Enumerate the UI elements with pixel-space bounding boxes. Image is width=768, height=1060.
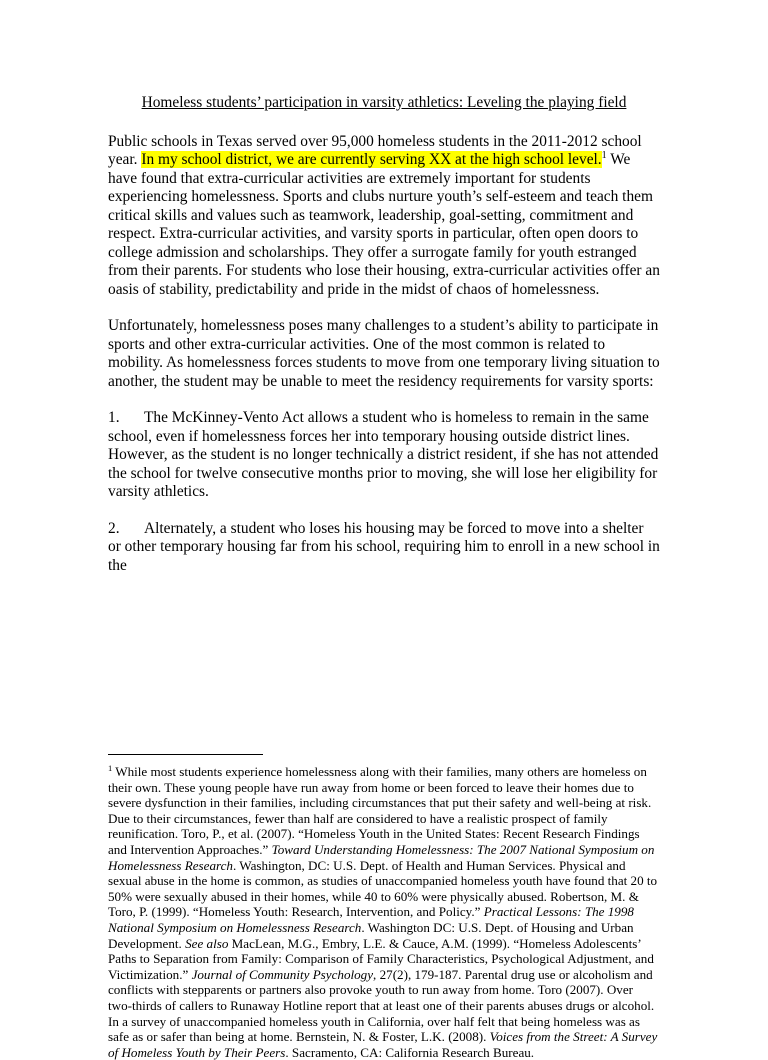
footnote-text-6: . Sacramento, CA: California Research Bureau. <box>285 1044 535 1060</box>
list-item-1-text: The McKinney-Vento Act allows a student who is homeless to remain in the same school, even if homelessness forces her into temporary housing outside district lines. However, as the student is no longer technically a district resident, if she has not attended the school for twelve consecutive months prior to moving, she will lose her eligibility for varsity athletics. <box>108 409 659 500</box>
highlighted-sentence: In my school district, we are currently serving XX at the high school level. <box>141 151 602 168</box>
list-item-2-number: 2. <box>108 519 120 537</box>
document-body <box>108 94 660 593</box>
paragraph-challenges: Unfortunately, homelessness poses many challenges to a student’s ability to participate in sports and other extra-curricular activities. One of the most common is related to mobility. As homelessness forces students to move from one temporary living situation to another, the student may be unable to meet the residency requirements for varsity sports: <box>108 317 660 390</box>
intro-rest: We have found that extra-curricular activities are extremely important for students experiencing homelessness. Sports and clubs nurture youth’s self-esteem and teach them critical skills and values such as teamwork, leadership, goal-setting, commitment and respect. Extra-curricular activities, and varsity sports in particular, often open doors to college admission and scholarships. They offer a surrogate family for youth estranged from their parents. For students who lose their housing, extra-curricular activities offer an oasis of stability, predictability and pride in the midst of chaos of homelessness. <box>108 151 660 298</box>
intro-lead: Public schools in Texas served over 95,000 homeless students in the 2011-2012 school year. <box>108 132 642 168</box>
footnote-number: 1 <box>108 762 113 773</box>
list-item-2-text: Alternately, a student who loses his housing may be forced to move into a shelter or other temporary housing far from his school, requiring him to enroll in a new school in the <box>108 519 660 574</box>
footnote-text-5: , 27(2), 179-187. Parental drug use or alcoholism and conflicts with stepparents or partners also provoke youth to run away from home. Toro (2007). Over two-thirds of callers to Runaway Hotline report that at least one of their parents abuses drugs or alcohol. In a survey of unaccompanied homeless youth in California, over half felt that being homeless was as safe as or safer than being at home. Bernstein, N. & Foster, L.K. (2008). <box>108 966 655 1045</box>
footnote-separator <box>108 754 263 755</box>
footnote-italic-3: See also <box>185 935 229 951</box>
list-item-1 <box>108 409 660 502</box>
footnote-1 <box>108 764 660 1060</box>
footnote-reference[interactable]: 1 <box>601 149 607 161</box>
paragraph-intro <box>108 133 660 300</box>
footnote-italic-4: Journal of Community Psychology <box>191 966 374 982</box>
footnote-text-4: MacLean, M.G., Embry, L.E. & Cauce, A.M. (1999). “Homeless Adolescents’ Paths to Separation from Family: Comparison of Family Characteristics, Psychological Adjustment, and Victimization.” <box>108 935 654 982</box>
footnote-text-2: . Washington, DC: U.S. Dept. of Health and Human Services. Physical and sexual abuse in the home is common, as studies of unaccompanied homeless youth have found that 20 to 50% were sexually abused in their homes, while 40 to 60% were physically abused. Robertson, M. & Toro, P. (1999). “Homeless Youth: Research, Intervention, and Policy.” <box>108 857 658 920</box>
footnote-text-3: . Washington DC: U.S. Dept. of Housing and Urban Development. <box>108 919 634 951</box>
footnote-italic-1: Toward Understanding Homelessness: The 2007 National Symposium on Homelessness Research <box>108 841 655 873</box>
list-item-2 <box>108 520 660 576</box>
list-item-1-number: 1. <box>108 409 120 426</box>
footnote-italic-5: Voices from the Street: A Survey of Homeless Youth by Their Peers <box>108 1029 658 1060</box>
document-title: Homeless students’ participation in varsity athletics: Leveling the playing field <box>141 94 627 111</box>
footnote-text-1: While most students experience homelessness along with their families, many others are homeless on their own. These young people have run away from home or been forced to leave their homes due to severe dysfunction in their families, including circumstances that put their safety and well-being at risk. Due to their circumstances, fewer than half are considered to have a realistic prospect of family reunification. Toro, P., et al. (2007). “Homeless Youth in the United States: Recent Research Findings and Intervention Approaches.” <box>108 764 652 857</box>
footnote-italic-2: Practical Lessons: The 1998 National Symposium on Homelessness Research <box>108 904 634 935</box>
